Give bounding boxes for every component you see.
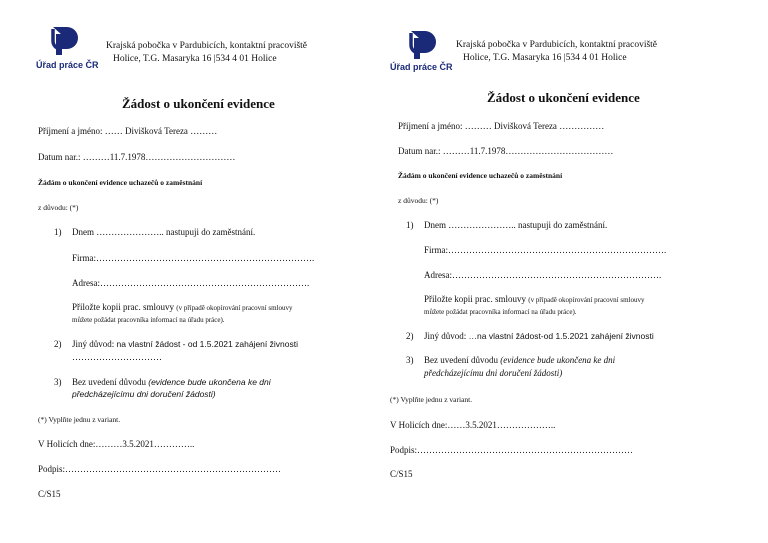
logo-caption: Úřad práce ČR [390,62,453,72]
item-3-italic-2: předcházejícímu dni doručení žádosti) [72,389,216,399]
adresa-line: Adresa:……………………………………………………………. [424,270,662,280]
firma-line: Firma:………………………………………………………………. [424,245,667,255]
dob-value: 11.7.1978 [109,152,146,162]
item-3-italic-2: předcházejícímu dni doručení žádosti) [424,368,563,378]
item-3-italic-1: (evidence bude ukončena ke dni [148,377,271,387]
prilozte-main: Přiložte kopii prac. smlouvy [424,294,526,304]
item-2-label: Jiný důvod: [424,331,467,341]
dob-row: Datum nar.: ………11.7.1978………………………… [38,152,236,162]
firma-line: Firma:………………………………………………………………. [72,253,315,263]
request-heading: Žádám o ukončení evidence uchazečů o zaměstnání [398,171,563,180]
prilozte-paren: (v případě okopírování pracovní smlouvy [528,296,645,304]
adresa-line: Adresa:……………………………………………………………. [72,278,310,288]
prilozte-note-line-2: můžete požádat pracovníka informací na úřadu práce). [424,308,577,316]
form-code: C/S15 [390,469,413,479]
item-3-text [72,377,271,387]
logo-caption: Úřad práce ČR [36,60,99,70]
form-title: Žádost o ukončení evidence [122,96,275,111]
signature-line: Podpis:……………………………………………………………… [38,464,282,474]
item-3-label: Bez uvedení důvodu [424,355,498,365]
form-page-left [0,0,375,543]
up-cr-logo-icon [408,28,438,60]
item-2-value: na vlastní žádost-od 1.5.2021 zahájení živnosti [477,331,654,341]
place-date-row: V Holicích dne:………3.5.2021………….. [38,439,195,449]
office-line-1: Krajská pobočka v Pardubicích, kontaktní pracoviště [106,41,308,51]
form-code: C/S15 [38,489,61,499]
office-header [106,40,307,66]
office-line-1: Krajská pobočka v Pardubicích, kontaktní pracoviště [456,40,658,50]
form-page-right [380,0,768,543]
place-date-value: 3.5.2021 [465,420,497,430]
prilozte-paren: (v případě okopírování pracovní smlouvy [176,304,293,312]
item-3-text [424,355,615,365]
reason-label: z důvodu: (*) [398,196,439,205]
item-3-italic-1: (evidence bude ukončena ke dni [500,355,616,365]
dob-value: 11.7.1978 [469,146,506,156]
item-2-number: 2) [406,331,414,341]
place-date-label: V Holicích dne: [390,420,448,430]
prilozte-note [72,302,293,313]
item-2-dots: ………………………… [72,352,162,362]
prilozte-note-line-2: můžete požádat pracovníka informací na úřadu práce). [72,316,225,324]
item-2-text: Jiný důvod: …na vlastní žádost-od 1.5.2021 zahájení živnosti [424,331,654,341]
name-value: Divišková Tereza [125,126,188,136]
reason-label: z důvodu: (*) [38,203,79,212]
footnote: (*) Vyplňte jednu z variant. [38,415,121,424]
name-row: Příjmení a jméno: …… Divišková Tereza ……… [38,126,218,136]
place-date-row: V Holicích dne:……3.5.2021……………….. [390,420,556,430]
item-1-text: Dnem ………………….. nastupuji do zaměstnání. [72,227,256,237]
item-3-label: Bez uvedení důvodu [72,377,146,387]
form-title: Žádost o ukončení evidence [487,90,640,105]
name-label: Příjmení a jméno: [398,121,463,131]
item-1-number: 1) [54,227,62,237]
name-label: Příjmení a jméno: [38,126,103,136]
office-header [456,39,657,65]
item-2-text [72,339,298,349]
name-row: Příjmení a jméno: ……… Divišková Tereza …………… [398,121,605,131]
item-3-number: 3) [54,377,62,387]
item-2-label: Jiný důvod: [72,339,115,349]
dob-label: Datum nar.: [398,146,441,156]
office-line-2: Holice, T.G. Masaryka 16 |534 4 01 Holice [463,53,627,63]
signature-line: Podpis:……………………………………………………………… [390,445,634,455]
request-heading: Žádám o ukončení evidence uchazečů o zaměstnání [38,178,203,187]
item-1-text: Dnem ………………….. nastupuji do zaměstnání. [424,220,608,230]
footnote: (*) Vyplňte jednu z variant. [390,395,473,404]
dob-row: Datum nar.: ………11.7.1978……………………………… [398,146,614,156]
prilozte-note [424,294,645,305]
item-2-number: 2) [54,339,62,349]
item-2-value: na vlastní žádost - od 1.5.2021 zahájení živnosti [116,339,298,349]
prilozte-main: Přiložte kopii prac. smlouvy [72,302,174,312]
office-line-2: Holice, T.G. Masaryka 16 |534 4 01 Holice [113,54,277,64]
place-date-label: V Holicích dne: [38,439,96,449]
place-date-value: 3.5.2021 [122,439,154,449]
dob-label: Datum nar.: [38,152,81,162]
item-3-number: 3) [406,355,414,365]
up-cr-logo-icon [50,24,80,56]
item-1-number: 1) [406,220,414,230]
name-value: Divišková Tereza [494,121,557,131]
